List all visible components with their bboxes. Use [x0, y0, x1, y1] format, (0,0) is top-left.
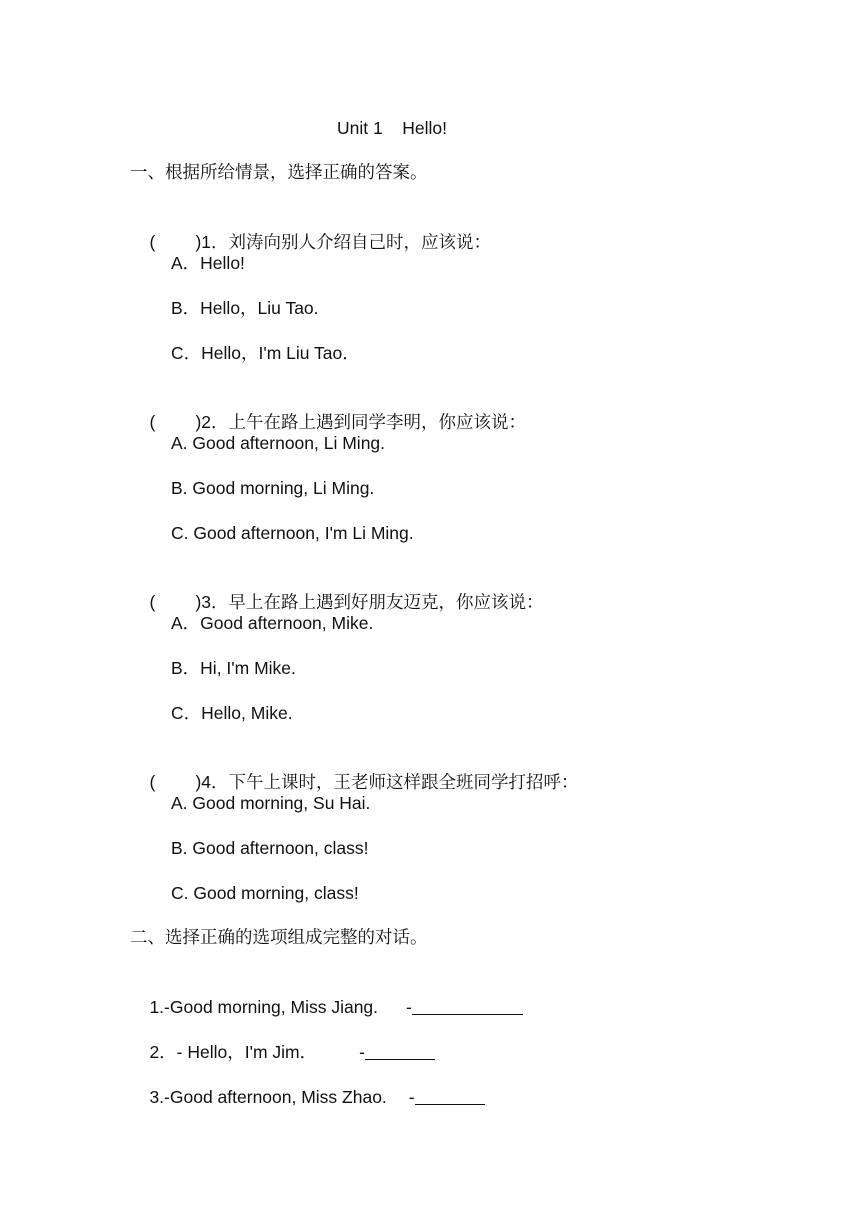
- option-3c: C．Hello, Mike.: [171, 703, 293, 723]
- question-number: )3．: [195, 592, 229, 612]
- question-text: 上午在路上遇到同学李明，你应该说：: [228, 413, 527, 433]
- answer-paren[interactable]: (: [149, 772, 156, 792]
- question-number: )4．: [195, 772, 229, 792]
- section-1-heading: 一、根据所给情景，选择正确的答案。: [130, 163, 428, 183]
- option-1b: B．Hello，Liu Tao.: [171, 298, 319, 318]
- dialogue-prompt: 3.-Good afternoon, Miss Zhao.: [149, 1087, 387, 1107]
- option-1a: A．Hello!: [171, 253, 245, 273]
- question-text: 早上在路上遇到好朋友迈克，你应该说：: [228, 593, 544, 613]
- answer-blank[interactable]: [415, 1086, 485, 1105]
- page-title: Unit 1 Hello!: [337, 118, 447, 138]
- option-2b: B. Good morning, Li Ming.: [171, 478, 375, 498]
- question-number: )2．: [195, 412, 229, 432]
- option-2a: A. Good afternoon, Li Ming.: [171, 433, 386, 453]
- question-number: )1．: [195, 232, 229, 252]
- option-1c: C．Hello，I'm Liu Tao．: [171, 343, 360, 363]
- question-text: 下午上课时，王老师这样跟全班同学打招呼：: [228, 773, 579, 793]
- dialogue-dash: -: [359, 1042, 365, 1062]
- section-2-heading: 二、选择正确的选项组成完整的对话。: [130, 928, 428, 948]
- option-2c: C. Good afternoon, I'm Li Ming.: [171, 523, 414, 543]
- answer-paren[interactable]: (: [149, 412, 156, 432]
- answer-paren[interactable]: (: [149, 592, 156, 612]
- dialogue-item-3: [130, 1061, 485, 1133]
- question-text: 刘涛向别人介绍自己时，应该说：: [228, 233, 492, 253]
- option-3a: A．Good afternoon, Mike.: [171, 613, 374, 633]
- option-4b: B. Good afternoon, class!: [171, 838, 369, 858]
- option-4a: A. Good morning, Su Hai.: [171, 793, 371, 813]
- dialogue-prompt: 1.-Good morning, Miss Jiang.: [149, 997, 379, 1017]
- answer-paren[interactable]: (: [149, 232, 156, 252]
- option-3b: B．Hi, I'm Mike.: [171, 658, 296, 678]
- dialogue-prompt: 2．- Hello，I'm Jim．: [149, 1042, 318, 1062]
- answer-blank[interactable]: [412, 996, 523, 1015]
- dialogue-dash: -: [408, 1087, 415, 1107]
- option-4c: C. Good morning, class!: [171, 883, 359, 903]
- dialogue-dash: -: [406, 997, 412, 1017]
- answer-blank[interactable]: [365, 1041, 435, 1060]
